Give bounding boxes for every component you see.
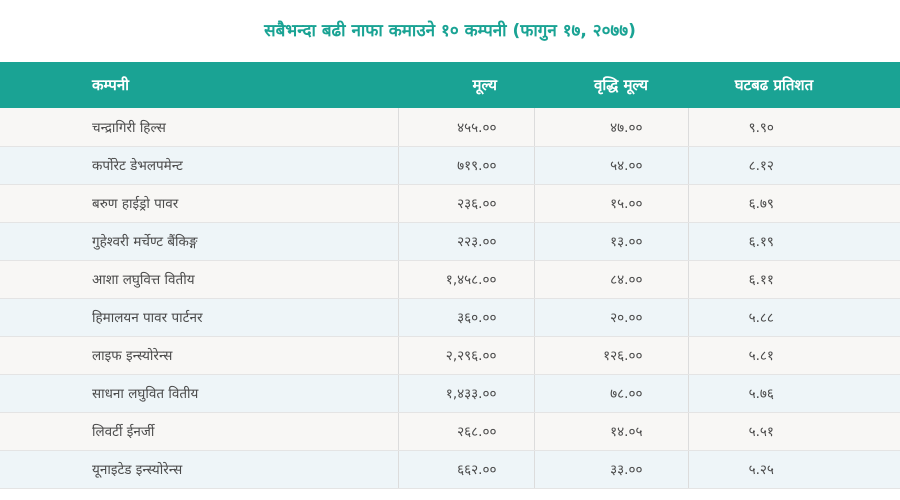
page-title: सबैभन्दा बढी नाफा कमाउने १० कम्पनी (फागुन १७, २०७७)	[264, 21, 636, 41]
percent-cell: ६.१९	[688, 222, 900, 260]
table-row	[0, 222, 900, 260]
value-cell: ६६२.००	[398, 450, 534, 488]
column-header-growth: वृद्धि मूल्य	[594, 76, 648, 94]
table-row	[0, 260, 900, 298]
table-row	[0, 298, 900, 336]
table-row	[0, 184, 900, 222]
percent-cell: ६.७९	[688, 184, 900, 222]
value-cell: ३६०.००	[398, 298, 534, 336]
company-cell: आशा लघुवित्त वितीय	[0, 260, 398, 298]
value-cell: २,२९६.००	[398, 336, 534, 374]
company-cell: यूनाइटेड इन्स्योरेन्स	[0, 450, 398, 488]
column-header-value: मूल्य	[472, 76, 497, 94]
percent-cell: ५.५१	[688, 412, 900, 450]
company-cell: बरुण हाईड्रो पावर	[0, 184, 398, 222]
table-row	[0, 412, 900, 450]
table-header	[0, 62, 900, 108]
growth-cell: ७८.००	[534, 374, 688, 412]
company-cell: लाइफ इन्स्योरेन्स	[0, 336, 398, 374]
table-row	[0, 146, 900, 184]
percent-cell: ५.८१	[688, 336, 900, 374]
company-cell: कर्पोरेट डेभलपमेन्ट	[0, 146, 398, 184]
table-row	[0, 374, 900, 412]
percent-cell: ५.७६	[688, 374, 900, 412]
value-cell: २२३.००	[398, 222, 534, 260]
growth-cell: १४.०५	[534, 412, 688, 450]
growth-cell: १३.००	[534, 222, 688, 260]
value-cell: ७१९.००	[398, 146, 534, 184]
value-cell: १,४३३.००	[398, 374, 534, 412]
profit-table	[0, 62, 900, 489]
company-cell: लिवर्टी ईनर्जी	[0, 412, 398, 450]
value-cell: ४५५.००	[398, 108, 534, 146]
header-row	[0, 62, 900, 108]
growth-cell: १२६.००	[534, 336, 688, 374]
growth-cell: ८४.००	[534, 260, 688, 298]
column-header-percent: घटबढ प्रतिशत	[734, 76, 814, 94]
table-row	[0, 450, 900, 488]
growth-cell: ३३.००	[534, 450, 688, 488]
table-body	[0, 108, 900, 488]
value-cell: १,४५८.००	[398, 260, 534, 298]
growth-cell: ५४.००	[534, 146, 688, 184]
table-row	[0, 108, 900, 146]
company-cell: चन्द्रागिरी हिल्स	[0, 108, 398, 146]
percent-cell: ५.८८	[688, 298, 900, 336]
percent-cell: ९.९०	[688, 108, 900, 146]
growth-cell: २०.००	[534, 298, 688, 336]
company-cell: गुहेश्वरी मर्चेण्ट बैंकिङ्ग	[0, 222, 398, 260]
company-cell: साधना लघुवित वितीय	[0, 374, 398, 412]
value-cell: २६८.००	[398, 412, 534, 450]
value-cell: २३६.००	[398, 184, 534, 222]
company-cell: हिमालयन पावर पार्टनर	[0, 298, 398, 336]
percent-cell: ८.१२	[688, 146, 900, 184]
table-row	[0, 336, 900, 374]
growth-cell: १५.००	[534, 184, 688, 222]
column-header-company: कम्पनी	[92, 76, 130, 94]
percent-cell: ६.११	[688, 260, 900, 298]
percent-cell: ५.२५	[688, 450, 900, 488]
growth-cell: ४७.००	[534, 108, 688, 146]
